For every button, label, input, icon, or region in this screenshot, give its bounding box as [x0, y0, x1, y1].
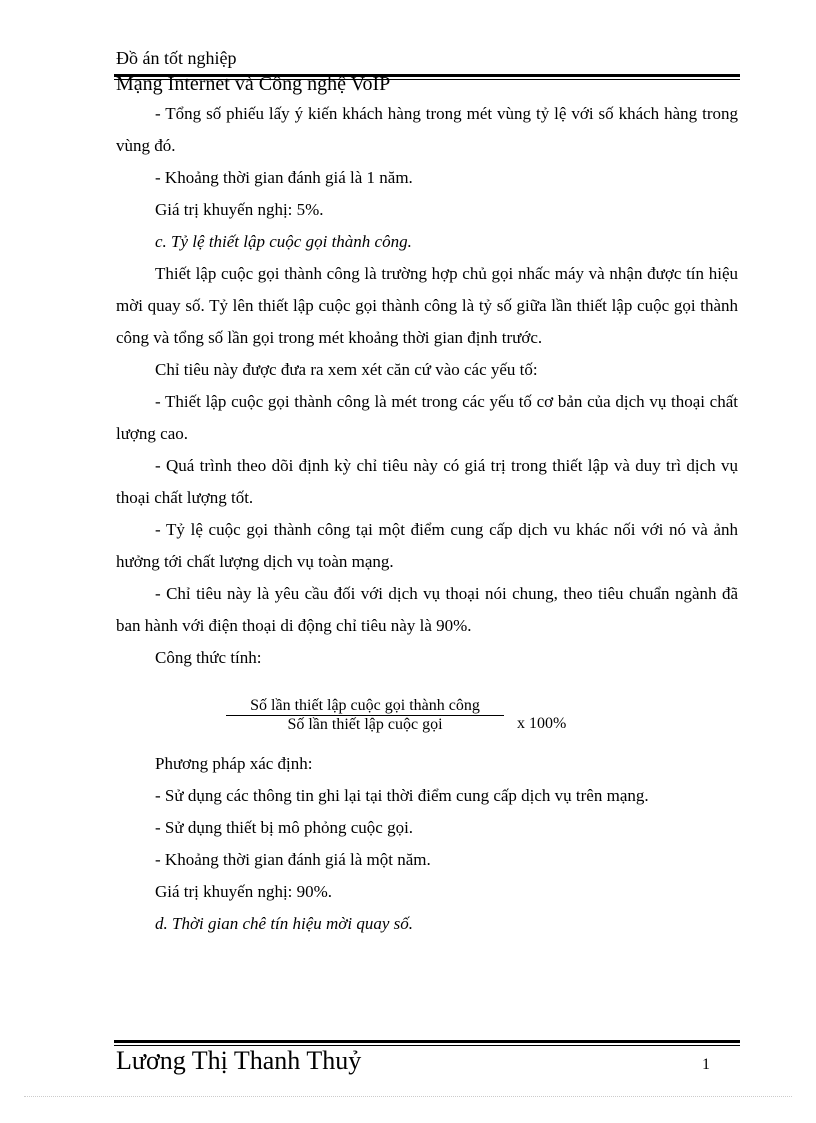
formula-multiplier: x 100%: [517, 715, 567, 732]
formula-denominator: Số lần thiết lập cuộc gọi: [287, 716, 443, 733]
page-number: 1: [702, 1056, 710, 1073]
paragraph: - Chỉ tiêu này là yêu cầu đối với dịch vụ thoại nói chung, theo tiêu chuẩn ngành đã ban hành với điện thoại di động chỉ tiêu này là 90%.: [116, 584, 738, 635]
paragraph: - Sử dụng thiết bị mô phỏng cuộc gọi.: [155, 818, 414, 837]
section-heading: d. Thời gian chê tín hiệu mời quay số.: [155, 914, 414, 933]
section-heading: c. Tỷ lệ thiết lập cuộc gọi thành công.: [155, 232, 412, 251]
paragraph: - Quá trình theo dõi định kỳ chỉ tiêu này có giá trị trong thiết lập và duy trì dịch vụ thoại chất lượng tốt.: [116, 456, 738, 507]
paragraph: - Tỷ lệ cuộc gọi thành công tại một điểm cung cấp dịch vu khác nối với nó và ảnh hưởng tới chất lượng dịch vụ toàn mạng.: [116, 520, 738, 571]
formula-fraction: [226, 698, 504, 733]
page-body: [116, 98, 738, 940]
paragraph: Chỉ tiêu này được đưa ra xem xét căn cứ vào các yếu tố:: [155, 360, 538, 379]
paragraph: - Tổng số phiếu lấy ý kiến khách hàng trong mét vùng tỷ lệ với số khách hàng trong vùng đó.: [116, 104, 738, 155]
formula-numerator: Số lần thiết lập cuộc gọi thành công: [250, 697, 480, 714]
paragraph: - Khoảng thời gian đánh giá là một năm.: [155, 850, 431, 869]
paragraph: - Khoảng thời gian đánh giá là 1 năm.: [155, 168, 413, 187]
paragraph: Thiết lập cuộc gọi thành công là trường hợp chủ gọi nhấc máy và nhận được tín hiệu mời quay số. Tỷ lên thiết lập cuộc gọi thành công là tỷ số giữa lần thiết lập cuộc gọi thành công và tổng số lần gọi trong mét khoảng thời gian định trước.: [116, 264, 738, 347]
paragraph: Công thức tính:: [155, 648, 262, 667]
footer-author: Lương Thị Thanh Thuỷ: [116, 1046, 362, 1075]
formula: [116, 674, 738, 748]
paragraph: - Sử dụng các thông tin ghi lại tại thời điểm cung cấp dịch vụ trên mạng.: [155, 786, 649, 805]
paragraph: - Thiết lập cuộc gọi thành công là mét trong các yếu tố cơ bản của dịch vụ thoại chất lượng cao.: [116, 392, 738, 443]
paragraph: Giá trị khuyến nghị: 90%.: [155, 882, 333, 901]
header-thesis-label: Đồ án tốt nghiệp: [116, 48, 237, 68]
page-edge-divider: [24, 1096, 792, 1097]
paragraph: Giá trị khuyến nghị: 5%.: [155, 200, 324, 219]
header-topic-title: Mạng Internet và Công nghệ VoIP: [116, 73, 391, 95]
paragraph: Phương pháp xác định:: [155, 754, 313, 773]
footer-rule-thick: [114, 1040, 740, 1043]
